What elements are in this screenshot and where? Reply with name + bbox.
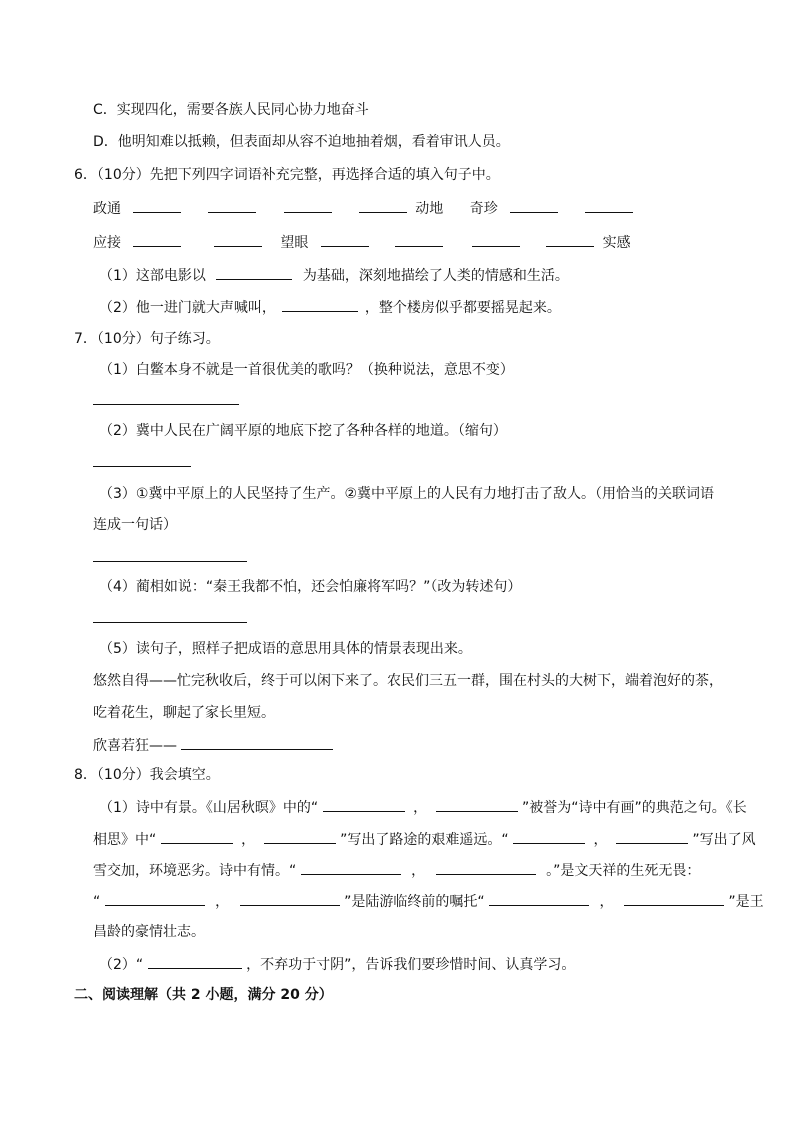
answer-blank[interactable]	[301, 860, 401, 875]
answer-blank[interactable]	[359, 198, 407, 213]
answer-line[interactable]	[93, 404, 239, 405]
sentence-text: ”被誉为“诗中有画”的典范之句。《长	[521, 800, 747, 816]
sentence-text: 雪交加，环境恶劣。诗中有情。“	[93, 863, 297, 879]
q7-item-3-cont: 连成一句话）	[93, 517, 177, 533]
sentence-text: ，	[413, 800, 428, 816]
answer-blank[interactable]	[472, 232, 520, 247]
sentence-text: ，	[241, 832, 256, 848]
q6-sentence-2	[99, 297, 561, 317]
sentence-text: ”写出了路途的艰难遥远。“	[340, 832, 509, 848]
answer-blank[interactable]	[105, 891, 205, 906]
sentence-text: ，不弃功于寸阴”，告诉我们要珍惜时间、认真学习。	[246, 957, 576, 973]
answer-blank[interactable]	[513, 829, 585, 844]
answer-blank[interactable]	[133, 232, 181, 247]
q7-item-1: （1）白鳖本身不就是一首很优美的歌吗？（换种说法，意思不变）	[99, 362, 514, 378]
q8-line-4	[93, 891, 764, 911]
answer-blank[interactable]	[436, 797, 518, 812]
sentence-text: ，整个楼房似乎都要摇晃起来。	[364, 300, 561, 316]
word-prefix: 应接	[93, 235, 121, 251]
answer-blank[interactable]	[264, 829, 336, 844]
word-prefix: 政通	[93, 201, 121, 217]
answer-blank[interactable]	[181, 735, 333, 750]
answer-blank[interactable]	[323, 797, 405, 812]
q7-item-4: （4）蔺相如说：“秦王我都不怕，还会怕廉将军吗？”（改为转述句）	[99, 579, 522, 595]
sentence-text: （1）诗中有景。《山居秋暝》中的“	[99, 800, 319, 816]
answer-blank[interactable]	[216, 265, 292, 280]
option-c: C．实现四化，需要各族人民同心协力地奋斗	[93, 102, 369, 118]
q7-item-3: （3）①冀中平原上的人民坚持了生产。②冀中平原上的人民有力地打击了敌人。（用恰当的关联词语	[99, 486, 715, 502]
sentence-text: （2）他一进门就大声喊叫，	[99, 300, 276, 316]
sentence-text: （1）这部电影以	[99, 268, 206, 284]
word-prefix: 望眼	[280, 235, 309, 251]
sentence-text: ”写出了风	[692, 832, 756, 848]
section-2-title: 二、阅读理解（共 2 小题，满分 20 分）	[74, 987, 333, 1003]
sentence-text: （2）“	[99, 957, 144, 973]
answer-line[interactable]	[93, 466, 191, 467]
answer-blank[interactable]	[321, 232, 369, 247]
q8-line-1	[99, 797, 747, 817]
sentence-text: ，	[411, 863, 426, 879]
q7-example-line-3	[93, 735, 333, 755]
q8-line-2	[93, 829, 756, 849]
answer-blank[interactable]	[133, 198, 181, 213]
q6-word-row-1	[93, 198, 633, 218]
sentence-text: 相思》中“	[93, 832, 157, 848]
answer-blank[interactable]	[214, 232, 262, 247]
question-8-header: 8．（10分）我会填空。	[74, 767, 220, 783]
q8-line-3	[93, 860, 700, 880]
word-prefix: 奇珍	[469, 201, 498, 217]
question-7-header: 7．（10分）句子练习。	[74, 331, 220, 347]
sentence-text: 。”是文天祥的生死无畏：	[546, 863, 701, 879]
answer-blank[interactable]	[395, 232, 443, 247]
sentence-text: 为基础，深刻地描绘了人类的情感和生活。	[302, 268, 569, 284]
answer-blank[interactable]	[510, 198, 558, 213]
sentence-text: ，	[593, 832, 608, 848]
answer-blank[interactable]	[282, 297, 358, 312]
answer-blank[interactable]	[436, 860, 536, 875]
answer-blank[interactable]	[546, 232, 594, 247]
sentence-text: 欣喜若狂——	[93, 738, 177, 754]
q6-sentence-1	[99, 265, 569, 285]
q7-example-line-2: 吃着花生，聊起了家长里短。	[93, 705, 275, 721]
question-6-header: 6．（10分）先把下列四字词语补充完整，再选择合适的填入句子中。	[74, 167, 500, 183]
q8-line-6	[99, 954, 575, 974]
answer-blank[interactable]	[240, 891, 340, 906]
sentence-text: ，	[215, 894, 230, 910]
answer-blank[interactable]	[585, 198, 633, 213]
q7-item-2: （2）冀中人民在广阔平原的地底下挖了各种各样的地道。（缩句）	[99, 423, 507, 439]
answer-blank[interactable]	[161, 829, 233, 844]
word-suffix: 实感	[602, 235, 631, 251]
answer-blank[interactable]	[208, 198, 256, 213]
answer-line[interactable]	[93, 561, 247, 562]
q6-word-row-2	[93, 232, 631, 252]
q8-line-5: 昌龄的豪情壮志。	[93, 924, 205, 940]
sentence-text: “	[93, 894, 101, 910]
sentence-text: ”是王	[728, 894, 764, 910]
answer-blank[interactable]	[284, 198, 332, 213]
answer-blank[interactable]	[148, 954, 242, 969]
sentence-text: ，	[599, 894, 614, 910]
sentence-text: ”是陆游临终前的嘱托“	[344, 894, 485, 910]
q7-item-5: （5）读句子，照样子把成语的意思用具体的情景表现出来。	[99, 641, 472, 657]
answer-blank[interactable]	[489, 891, 589, 906]
q7-example-line-1: 悠然自得——忙完秋收后，终于可以闲下来了。农民们三五一群，围在村头的大树下，端着泡好的茶，	[93, 673, 723, 689]
option-d: D．他明知难以抵赖，但表面却从容不迫地抽着烟，看着审讯人员。	[93, 134, 510, 150]
answer-blank[interactable]	[624, 891, 724, 906]
word-suffix: 动地	[415, 201, 444, 217]
answer-blank[interactable]	[616, 829, 688, 844]
answer-line[interactable]	[93, 622, 247, 623]
